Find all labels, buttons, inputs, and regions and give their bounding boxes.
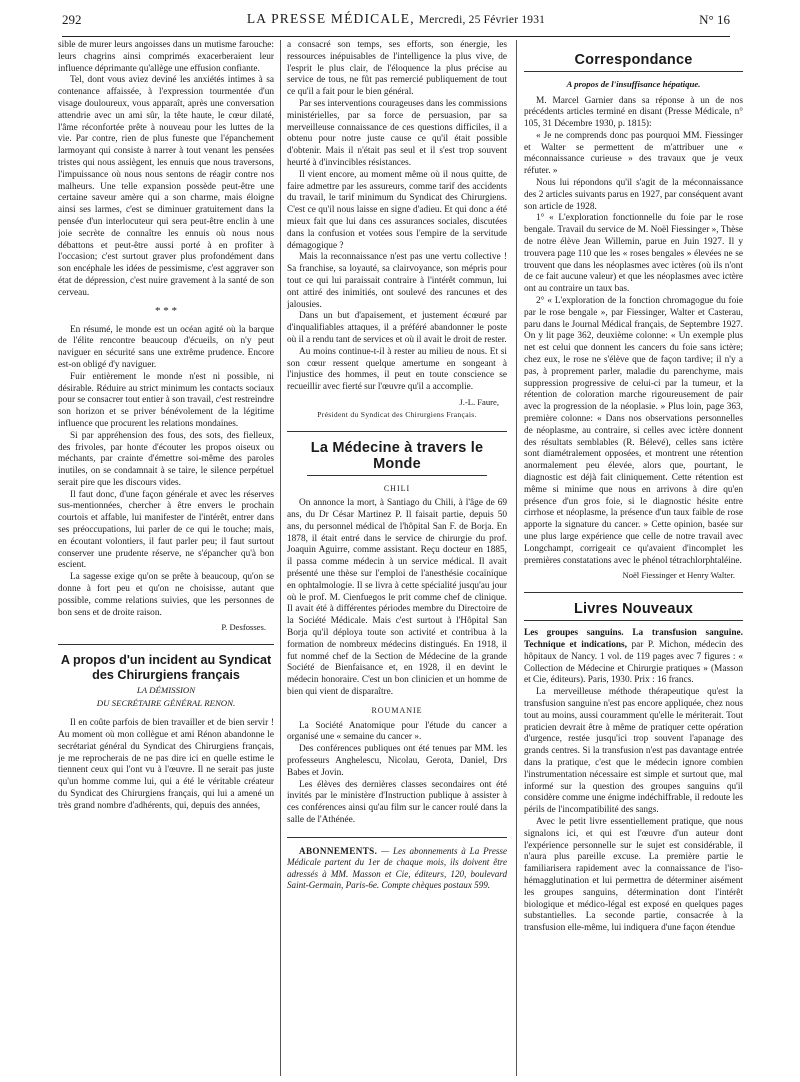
book-reference: par P. Michon, médecin des hôpitaux de Nancy. 1 vol. de 119 pages avec 7 figures : « Collection de Médecine et Chirurgie pratiques » (Masson et Cie, éditeurs). Paris, 1930. Prix : 16 francs. bbox=[524, 639, 743, 686]
paragraph: Il en coûte parfois de bien travailler et de bien servir ! Au moment où mon collègue et ami Rénon abandonne le secrétariat général du Syndicat des Chirurgiens français, je me reprocherais de ne pas dire ici en quelle estime le tiennent ceux qui l'ont vu à l'œuvre. Il ne serait pas juste qu'un homme comme lui, qui a été le véritable créateur du Syndicat des Chirurgiens français, qui lui a amené un très grand nombre d'adhérents, qui, depuis des années, bbox=[58, 718, 274, 811]
running-header bbox=[62, 6, 730, 37]
article-title: A propos d'un incident au Syndicat des Chirurgiens français bbox=[60, 653, 272, 683]
paragraph: Dans un but d'apaisement, et justement écœuré par d'inqualifiables attaques, il a préféré abandonner le poste où il a rendu tant de services et où il avait le droit de rester. bbox=[287, 311, 507, 345]
paragraph: Avec le petit livre essentiellement pratique, que nous signalons ici, et qui est l'œuvre d'un auteur dont l'expérience personnelle sur le sujet est considérable, il n'aura plus pareille excuse. La première partie le familiarisera rapidement avec la connaissance de l'iso-hémagglutination et lui permettra de déterminer aisément les groupes sanguins, détermination dont l'intérêt biologique et médico-légal est exposé en quelques pages substantielles. La seconde partie, consacrée à la transfusion elle-même, lui indiquera d'une façon étendue bbox=[524, 816, 743, 934]
paragraph: 1° « L'exploration fonctionnelle du foie par le rose bengale. Travail du service de M. Noël Fiessinger », Thèse de notre élève Jean Willemin, parue en Juin 1927. Il y trouvera page 110 que les « roses bengales » élevées ne se trouvent que dans les néoplasmes avec ictères (où ils n'ont de ce fait aucune valeur) et que les néoplasmes avec ictère ont au contraire un taux bas. bbox=[524, 213, 743, 295]
article-subtitle: LA DÉMISSION bbox=[136, 685, 196, 696]
paragraph: Si par appréhension des fous, des sots, des fielleux, des frivoles, par honte d'écouter les propos oiseux ou méchants, par crainte d'émettre soi-même des paroles inutiles, on se condamnait à se taire, le silence perpétuel serait pire que les discours vides. bbox=[58, 430, 274, 488]
paragraph: Les élèves des dernières classes secondaires ont été invités par le ministère d'Instruction publique à assister à ces conférences ainsi qu'au film sur le cancer roulé dans la salle de l'Athénée. bbox=[287, 779, 507, 826]
paragraph: 2° « L'exploration de la fonction chromagogue du foie par le rose bengale », par Fiessinger, Walter et Casterau, paru dans le Journal Médical français, de Septembre 1927. On y lit page 362, deuxième colonne: « Un exemple plus net est celui que donnent les cancers du foie sans ictère; chez eux, le rose ne s'élève que de façon tardive; il n'y a pas, à proprement parler, maladie du parenchyme, mais suppression progressive de celui-ci par la tumeur, et la rétention de coloration marche rigoureusement de pair avec la progression de la néoplasie. » Plus loin, page 363, première colonne: « Dans nos observations personnelles de néoplasme, au contraire, si celles avec ictère donnent des résultats semblables (R. Bélevé), celles sans ictère sont diamétralement opposées, et montrent une rétention anormalement peu élevée, alors que, pourtant, le diagnostic est déjà fait cliniquement. Cette rétention est même si minime que nous en arrivons à dire qu'en présence d'un gros foie, si le diagnostic hésite entre cirrhose et néoplasme, la présence d'un taux faible de rose apporte la signature du cancer. » Cette opinion, basée sur une plus large expérience que celle de notre travail avec Longchampt, corrigeait ce qu'avaient d'incomplet les premières constatations avec le phénol tétrachlorphtaléine. bbox=[524, 296, 743, 566]
paragraph: M. Marcel Garnier dans sa réponse à un de nos précédents articles terminé en disant (Presse Médicale, n° 105, 31 Décembre 1930, p. 1815): bbox=[524, 95, 743, 130]
author-signature: Noël Fiessinger et Henry Walter. bbox=[622, 570, 735, 581]
divider bbox=[524, 592, 743, 593]
paragraph: a consacré son temps, ses efforts, son énergie, les ressources inépuisables de l'intelligence la plus vive, de l'esprit le plus clair, de l'éloquence la plus précise au service de tous, ne fût pas remercié publiquement de tout ce qu'il a fait pour le bien général. bbox=[287, 40, 507, 98]
subscription-text: — Les abonnements à La Presse Médicale partent du 1er de chaque mois, ils doivent être adressés à MM. Masson et Cie, éditeurs, 120, boulevard Saint-Germain, Paris-6e. Compte chèques postaux 599. bbox=[287, 845, 507, 891]
paragraph: Fuir entièrement le monde n'est ni possible, ni désirable. Réduire au strict minimum les contacts sociaux pour se consacrer tout entier à son travail, c'est restreindre son horizon et se priver bénévolement de la légitime influence que procurent les relations mondaines. bbox=[58, 371, 274, 429]
paragraph: En résumé, le monde est un océan agité où la barque de l'élite rencontre beaucoup d'écueils, on n'y peut naviguer en sécurité sans une extrême prudence. Encore est-on obligé d'y naviguer. bbox=[58, 324, 274, 370]
book-title: Les groupes sanguins. La transfusion sanguine. Technique et indications, bbox=[524, 628, 743, 650]
author-signature: P. Desfosses. bbox=[221, 622, 266, 633]
section-title: Correspondance bbox=[574, 52, 693, 68]
subscription-notice bbox=[287, 846, 507, 892]
section-title: Livres Nouveaux bbox=[573, 601, 694, 618]
section-separator: * * * bbox=[155, 304, 177, 317]
divider bbox=[58, 644, 274, 645]
paragraph: Il vient encore, au moment même où il nous quitte, de faire admettre par les assureurs, comme tarif des accidents du travail, le tarif minimum du Syndicat des Chirurgiens. C'est ce qu'il nous laisse en signe d'adieu. Et qui donc a été mieux fait que lui dans ces assurances sociales, discutées dans la confusion et votées sous l'empire de la servitude démagogique ? bbox=[287, 169, 507, 251]
paragraph: Nous lui répondons qu'il s'agit de la méconnaissance des 2 articles suivants parus en 1927, par conséquent avant son article de 1928. bbox=[524, 178, 743, 212]
page-number: 292 bbox=[62, 12, 82, 27]
divider bbox=[524, 620, 743, 621]
book-entry bbox=[524, 628, 743, 687]
article-subtitle: DU SECRÉTAIRE GÉNÉRAL RENON. bbox=[96, 697, 236, 708]
article-subtitle: A propos de l'insuffisance hépatique. bbox=[566, 79, 701, 89]
country-heading: CHILI bbox=[383, 483, 411, 493]
author-signature: J.-L. Faure, bbox=[459, 396, 499, 407]
paragraph: Par ses interventions courageuses dans les commissions ministérielles, par sa force de persuasion, par sa merveilleuse connaissance de ces questions difficiles, il a obtenu pour notre juste cause ce qu'il était possible d'obtenir. Mais il n'était pas seul et il s'est trop souvent heurté à d'invincibles résistances. bbox=[287, 98, 507, 168]
country-heading: ROUMANIE bbox=[371, 705, 423, 715]
column-divider bbox=[280, 40, 281, 1076]
column-divider bbox=[516, 40, 517, 1076]
paragraph: On annonce la mort, à Santiago du Chili, à l'âge de 69 ans, du Dr César Martinez P. Il faisait partie, depuis 50 ans, du personnel médical de l'hôpital San F. de Borja. En 1878, il était entré dans le service de chirurgie du prof. Joaquin Aguirre, comme assistant. Reçu docteur en 1885, il passa comme médecin à un service médical. Il avait présenté une thèse sur l'emploi de l'anesthésie cocaïnique en ophtalmologie. Il se livra à cette spécialité jusqu'au jour où le prof. M. Cienfuegos le prit comme chef de clinique. Il avait été à différentes périodes membre du Directoire de la Société Médicale. Mais c'est surtout à l'Hôpital San Borja qu'il déploya toute son activité et contribua à la formation de nombreux médecins distingués. En 1918, il fut nommé chef de la Section de Médecine de la grande Société de Bienfaisance et, en 1928, il en devint le médecin honoraire. C'est un bon clinicien et un homme de bien qui vient de disparaître. bbox=[287, 498, 507, 698]
paragraph: sible de murer leurs angoisses dans un mutisme farouche: leurs chagrins ainsi comprimés exacerberaient leur influence déprimante qu'allège une effusion confiante. bbox=[58, 40, 274, 74]
section-title: La Médecine à travers le Monde bbox=[310, 439, 484, 472]
divider bbox=[307, 475, 487, 476]
paragraph: « Je ne comprends donc pas pourquoi MM. Fiessinger et Walter se permettent de m'attribuer une « méconnaissance curieuse » des travaux que je veux réfuter. » bbox=[524, 130, 743, 177]
paragraph: Des conférences publiques ont été tenues par MM. les professeurs Anghelescu, Nicolau, Gerota, Daniel, Drs Babes et Jovin. bbox=[287, 744, 507, 778]
paragraph: La Société Anatomique pour l'étude du cancer a organisé une « semaine du cancer ». bbox=[287, 720, 507, 743]
column-middle bbox=[287, 40, 507, 1076]
subscription-label: ABONNEMENTS. bbox=[299, 845, 378, 856]
paragraph: Au moins continue-t-il à rester au milieu de nous. Et si son cœur ressent quelque amertume en songeant à l'injustice des hommes, il peut en toute conscience se recueillir avec fierté sur l'œuvre qu'il a accomplie. bbox=[287, 346, 507, 393]
paragraph: Il faut donc, d'une façon générale et avec les réserves sus-mentionnées, chercher à être envers le prochain courtois et affable, lui manifester de l'intérêt, entrer dans ses préoccupations, lui parler de ce qui le touche; mais, en écoutant volontiers, il faut parler peu; il faut surtout conserver une prudente réserve, ne s'épancher qu'à bon escient. bbox=[58, 489, 274, 571]
issue-date: Mercredi, 25 Février 1931 bbox=[418, 14, 546, 26]
divider bbox=[287, 431, 507, 432]
paragraph: Mais la reconnaissance n'est pas une vertu collective ! Sa franchise, sa loyauté, sa clairvoyance, son mépris pour tout ce qui lui paraissait contraire à l'intérêt commun, lui ont attiré des inimitiés, ont soulevé des rancunes et des jalousies. bbox=[287, 252, 507, 310]
author-role: Président du Syndicat des Chirurgiens Français. bbox=[317, 409, 477, 419]
journal-title bbox=[62, 11, 730, 27]
paragraph: La merveilleuse méthode thérapeutique qu'est la transfusion sanguine n'est pas encore appliquée, chez nous tout au moins, aussi couramment qu'elle le mériterait. Tout praticien devrait être à même de pratiquer cette opération d'urgence, restée jusqu'ici trop souvent l'apanage des grands centres. Si la transfusion n'est pas davantage entrée dans la pratique, c'est que le médecin ignore combien l'instrumentation nécessaire est simple et surtout que, mal informé sur la question des groupes sanguins qu'il considère comme une énigme indéchiffrable, il redoute les périls de l'incompatibilité des sangs. bbox=[524, 687, 743, 816]
column-right bbox=[524, 40, 743, 1076]
issue-number: N° 16 bbox=[699, 12, 730, 27]
column-left bbox=[58, 40, 274, 1076]
paper-name: LA PRESSE MÉDICALE, bbox=[246, 11, 415, 26]
paragraph: Tel, dont vous aviez deviné les anxiétés intimes à sa contenance affaissée, à l'expression tourmentée d'un visage douloureux, vous apparaît, après une conversation attendrie avec un ami sûr, la tête haute, le cœur dilaté, l'âme réconfortée prête à nouveau pour les luttes de la vie. Par contre, rien de plus funeste que l'épanchement larmoyant qui consiste à narrer à tout venant les pensées tristes qui nous assiègent, les ennuis que nous traversons, l'impuissance où nous nous sentons de réagir contre nos malheurs. Une telle expansion possède peut-être une certaine saveur amère qui a son charme, mais éloigne ainsi ses larmes, c'est se diminuer gratuitement dans la pensée d'un interlocuteur qui sera peut-être enclin à une joie secrète de connaître les ennuis où nous nous débattons et peut-être aussi porté à en profiter à l'occasion; c'est surtout graver plus profondément dans son encéphale les idées de pessimisme, c'est aggraver son état de dépression, c'est nuire gravement à la santé de son cerveau. bbox=[58, 75, 274, 298]
divider bbox=[524, 71, 743, 72]
divider bbox=[287, 837, 507, 838]
paragraph: La sagesse exige qu'on se prête à beaucoup, qu'on se donne à fort peu et qu'on ne choisisse, autant que possible, comme relations suivies, que les personnes de bon sens et de droite raison. bbox=[58, 572, 274, 618]
